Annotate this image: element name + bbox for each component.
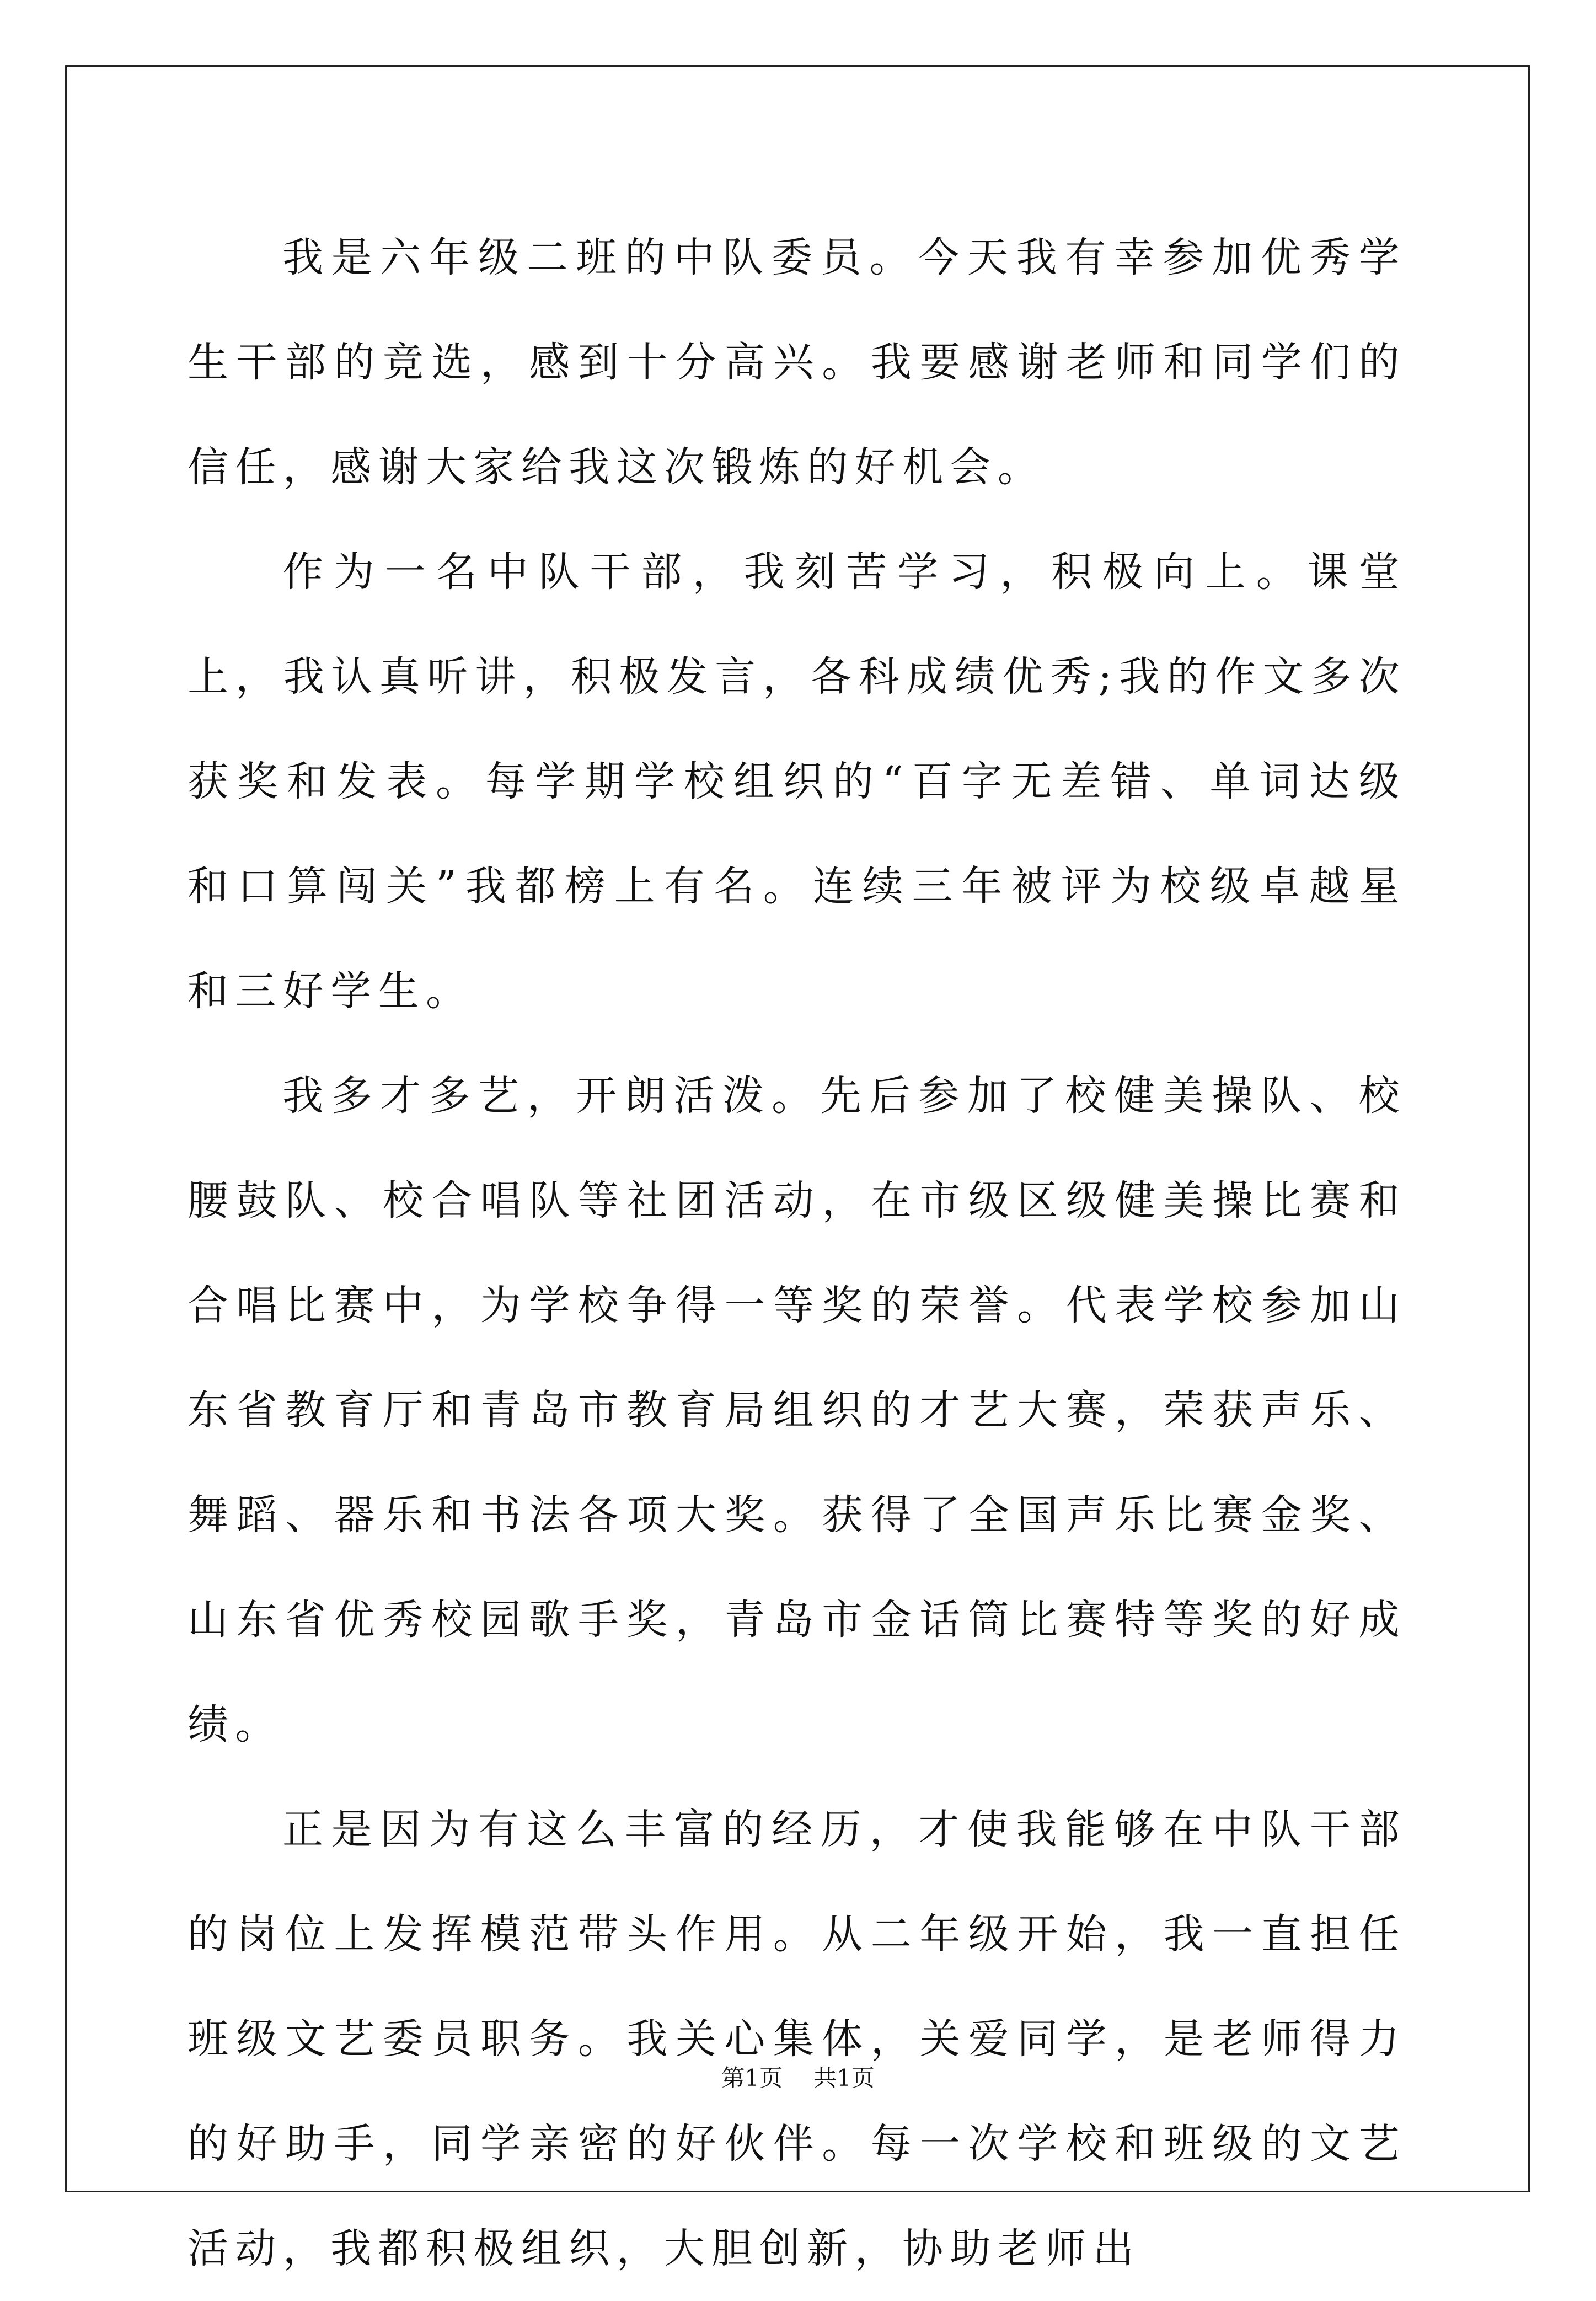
page-footer (0, 2062, 1596, 2095)
paragraph-2: 作为一名中队干部，我刻苦学习，积极向上。课堂上，我认真听讲，积极发言，各科成绩优秀;我的作文多次获奖和发表。每学期学校组织的“百字无差错、单词达级和口算闯关”我都榜上有名。连续三年被评为校级卓越星和三好学生。 (188, 548, 1406, 1015)
paragraph-1: 我是六年级二班的中队委员。今天我有幸参加优秀学生干部的竞选，感到十分高兴。我要感谢老师和同学们的信任，感谢大家给我这次锻炼的好机会。 (188, 234, 1406, 491)
paragraph-3: 我多才多艺，开朗活泼。先后参加了校健美操队、校腰鼓队、校合唱队等社团活动，在市级区级健美操比赛和合唱比赛中，为学校争得一等奖的荣誉。代表学校参加山东省教育厅和青岛市教育局组织的才艺大赛，荣获声乐、舞蹈、器乐和书法各项大奖。获得了全国声乐比赛金奖、山东省优秀校园歌手奖，青岛市金话筒比赛特等奖的好成绩。 (188, 1072, 1406, 1748)
paragraph-4: 正是因为有这么丰富的经历，才使我能够在中队干部的岗位上发挥模范带头作用。从二年级开始，我一直担任班级文艺委员职务。我关心集体，关爱同学，是老师得力的好助手，同学亲密的好伙伴。每一次学校和班级的文艺活动，我都积极组织，大胆创新，协助老师出 (188, 1806, 1406, 2272)
document-body (188, 205, 1406, 2301)
page-number: 第1页 (721, 2064, 783, 2091)
page-total: 共1页 (813, 2064, 875, 2091)
